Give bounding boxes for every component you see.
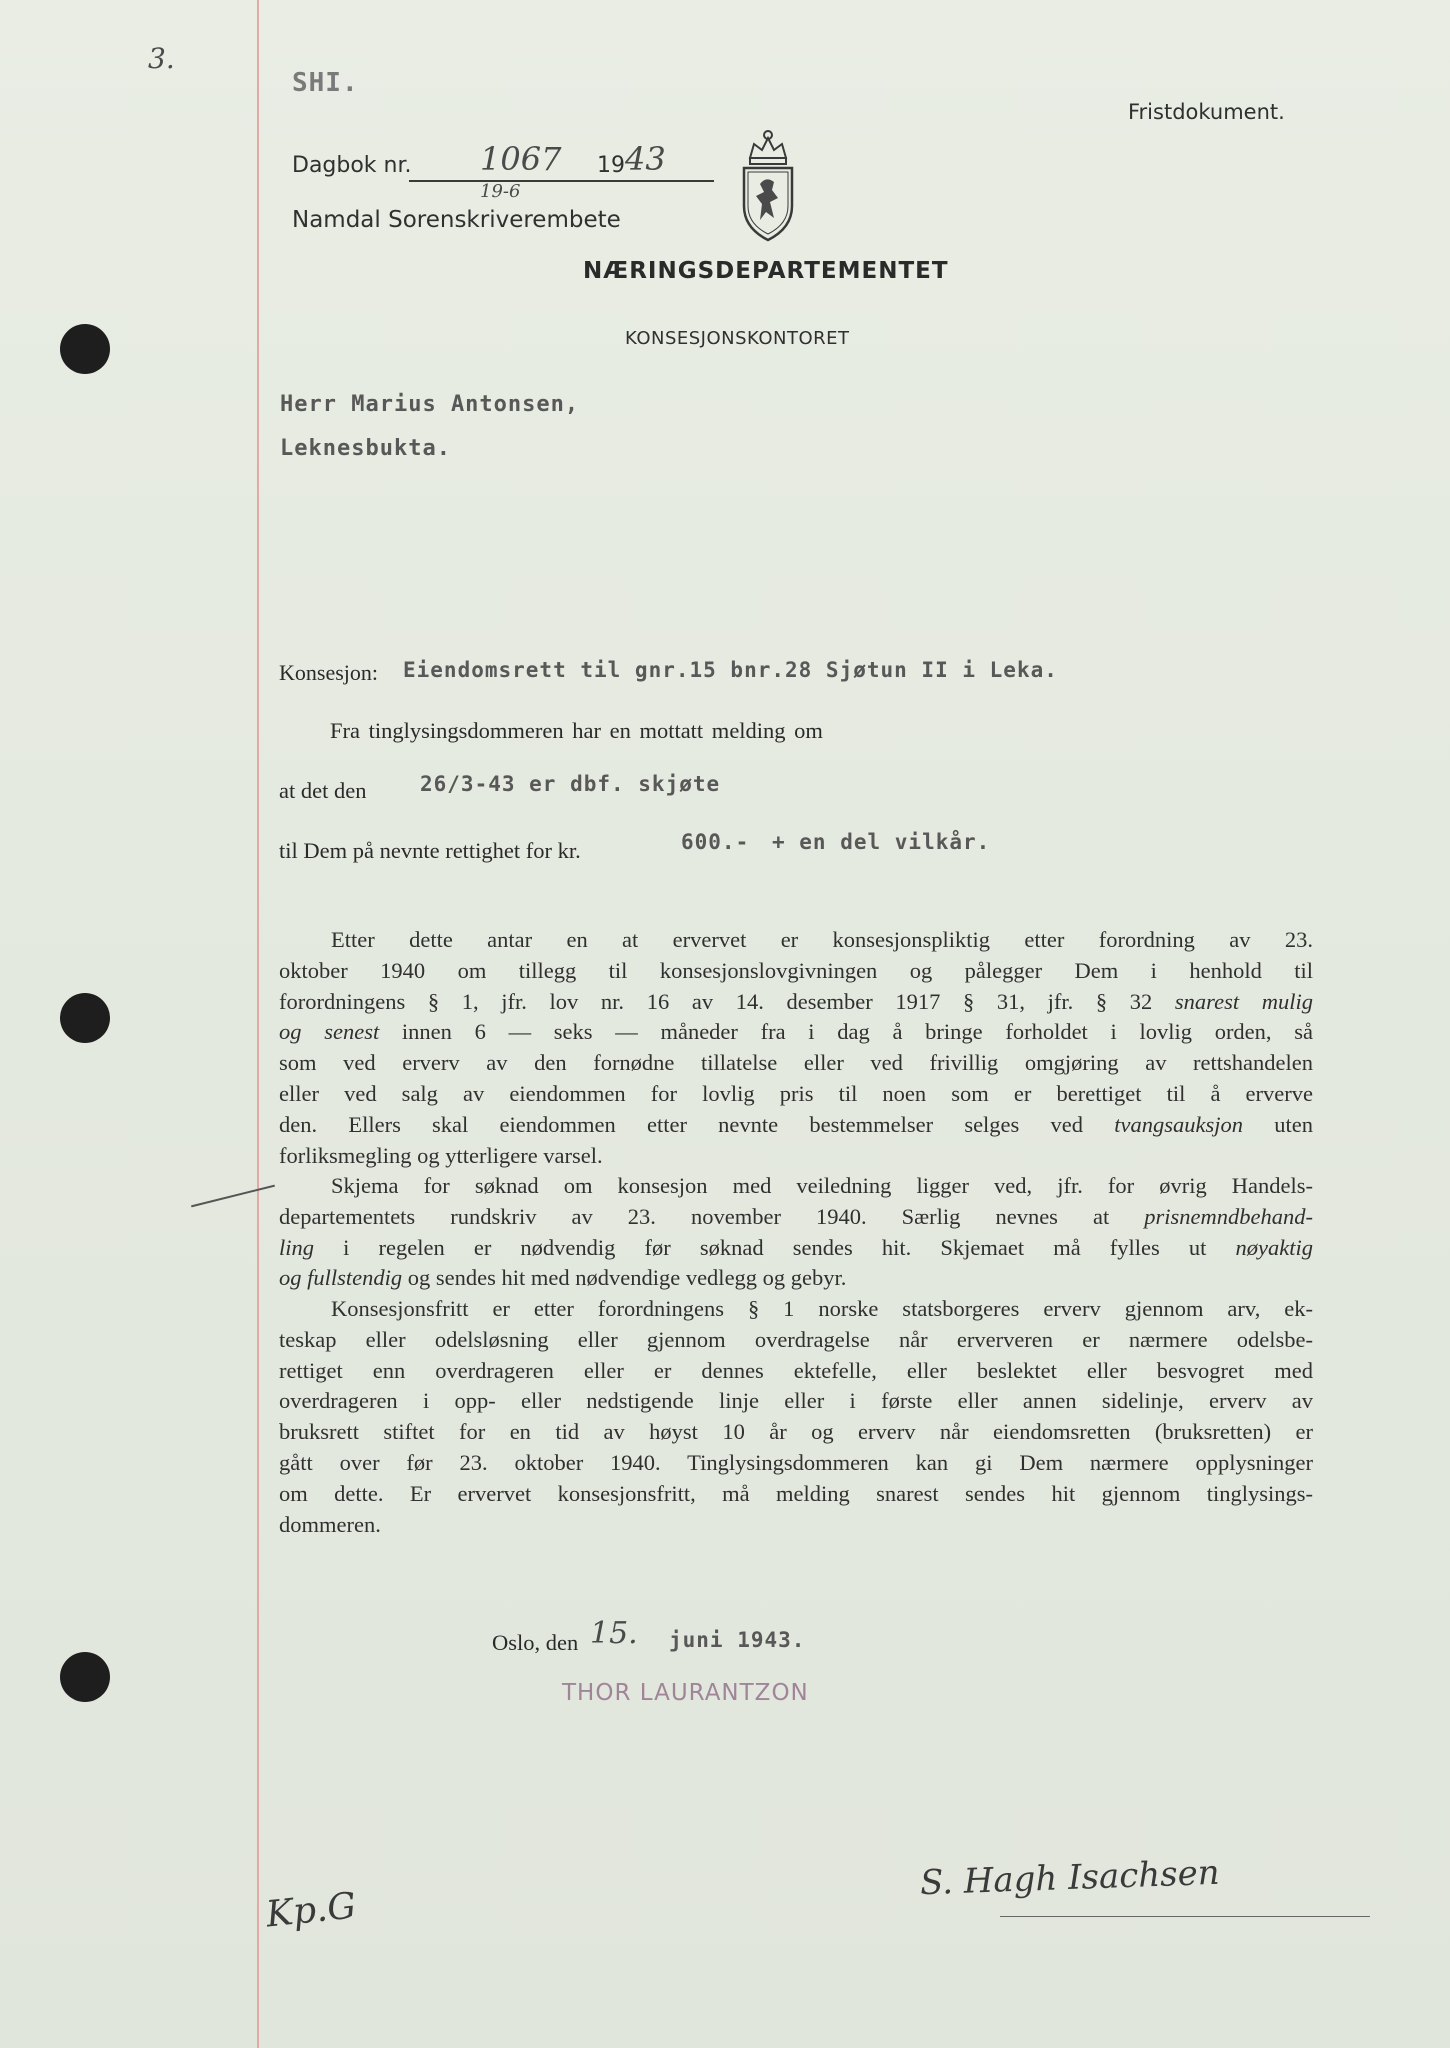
signature-stamp: THOR LAURANTZON: [562, 1680, 809, 1706]
journal-office: Namdal Sorenskriverembete: [292, 207, 621, 233]
journal-prefix: Dagbok nr.: [292, 153, 412, 178]
document-type: Fristdokument.: [1128, 100, 1285, 124]
text-line: som ved erverv av den fornødne tillatelse eller ved frivillig omgjøring av rettshandelen: [279, 1050, 1313, 1076]
text-line: overdrageren i opp- eller nedstigende linje eller i første eller annen sidelinje, erverv av: [279, 1388, 1313, 1414]
journal-number: 1067: [480, 140, 562, 178]
text-line: bruksrett stiftet for en tid av høyst 10 år og erverv når eiendomsretten (bruksretten) er: [279, 1419, 1313, 1445]
text-line: rettiget enn overdrageren eller er dennes ektefelle, eller beslektet eller besvogret med: [279, 1357, 1313, 1383]
punch-hole: [60, 324, 110, 374]
punch-hole: [60, 1652, 110, 1702]
paragraph-1: [279, 925, 1313, 1171]
addressee-name: Herr Marius Antonsen,: [280, 392, 580, 417]
text-line: forliksmegling og ytterligere varsel.: [279, 1142, 603, 1168]
text-line: departementets rundskriv av 23. november 1940. Særlig nevnes at prisnemndbehand-: [279, 1203, 1313, 1229]
handwritten-initials: Kp.G: [264, 1885, 359, 1936]
punch-hole: [60, 993, 110, 1043]
text-line: teskap eller odelsløsning eller gjennom overdragelse når erververen er nærmere odelsbe-: [279, 1326, 1313, 1352]
journal-year-printed: 19: [597, 153, 625, 178]
form-line-2-label: at det den: [279, 778, 367, 803]
signature-place: Oslo, den: [492, 1630, 579, 1655]
corner-mark: 3.: [148, 42, 175, 75]
text-line: dommeren.: [279, 1511, 381, 1537]
paragraph-2: [279, 1171, 1313, 1294]
top-code: SHI.: [292, 68, 359, 98]
text-line: Etter dette antar en at ervervet er konsesjonspliktig etter forordning av 23.: [331, 927, 1313, 952]
coat-of-arms-icon: [736, 128, 800, 244]
form-line-3-amount: 600.-: [681, 830, 750, 854]
text-line: og senest innen 6 — seks — måneder fra i dag å bringe forholdet i lovlig orden, så: [279, 1019, 1313, 1045]
handwritten-signature: S. Hagh Isachsen: [919, 1852, 1221, 1904]
text-line: Konsesjonsfritt er etter forordningens § 1 norske statsborgeres erverv gjennom arv, ek-: [331, 1296, 1313, 1321]
signature-day: 15.: [590, 1616, 638, 1651]
journal-year-written: 43: [625, 140, 666, 178]
text-line: Skjema for søknad om konsesjon med veiledning ligger ved, jfr. for øvrig Handels-: [331, 1173, 1313, 1198]
margin-line: [257, 0, 259, 2048]
signature-line: [1000, 1916, 1370, 1917]
text-line: forordningens § 1, jfr. lov nr. 16 av 14. desember 1917 § 31, jfr. § 32 snarest mulig: [279, 988, 1313, 1014]
signature-date: juni 1943.: [669, 1628, 806, 1652]
margin-pen-mark: [191, 1185, 275, 1208]
text-line: eller ved salg av eiendommen for lovlig pris til noen som er berettiget til å erverve: [279, 1080, 1313, 1106]
journal-date-written: 19-6: [480, 181, 521, 202]
text-line: oktober 1940 om tillegg til konsesjonslovgivningen og pålegger Dem i henhold til: [279, 957, 1313, 983]
form-line-1: Fra tinglysingsdommeren har en mottatt melding om: [330, 718, 823, 743]
text-line: og fullstendig og sendes hit med nødvendige vedlegg og gebyr.: [279, 1265, 847, 1291]
form-line-3-label: til Dem på nevnte rettighet for kr.: [279, 838, 581, 863]
journal-number-underline: [409, 180, 714, 182]
addressee-place: Leknesbukta.: [280, 436, 451, 461]
concession-value: Eiendomsrett til gnr.15 bnr.28 Sjøtun II i Leka.: [403, 658, 1058, 682]
ministry-name: NÆRINGSDEPARTEMENTET: [583, 258, 949, 284]
concession-label: Konsesjon:: [279, 660, 378, 685]
text-line: ling i regelen er nødvendig før søknad sendes hit. Skjemaet må fylles ut nøyaktig: [279, 1234, 1314, 1260]
office-name: KONSESJONSKONTORET: [625, 328, 850, 349]
text-line: den. Ellers skal eiendommen etter nevnte bestemmelser selges ved tvangsauksjon uten: [279, 1111, 1313, 1137]
text-line: gått over før 23. oktober 1940. Tinglysingsdommeren kan gi Dem nærmere opplysninger: [279, 1449, 1313, 1475]
text-line: om dette. Er ervervet konsesjonsfritt, må melding snarest sendes hit gjennom tinglysings-: [279, 1480, 1313, 1506]
form-line-2-value: 26/3-43 er dbf. skjøte: [420, 772, 721, 796]
paragraph-3: [279, 1294, 1313, 1540]
form-line-3-value: + en del vilkår.: [772, 830, 991, 854]
